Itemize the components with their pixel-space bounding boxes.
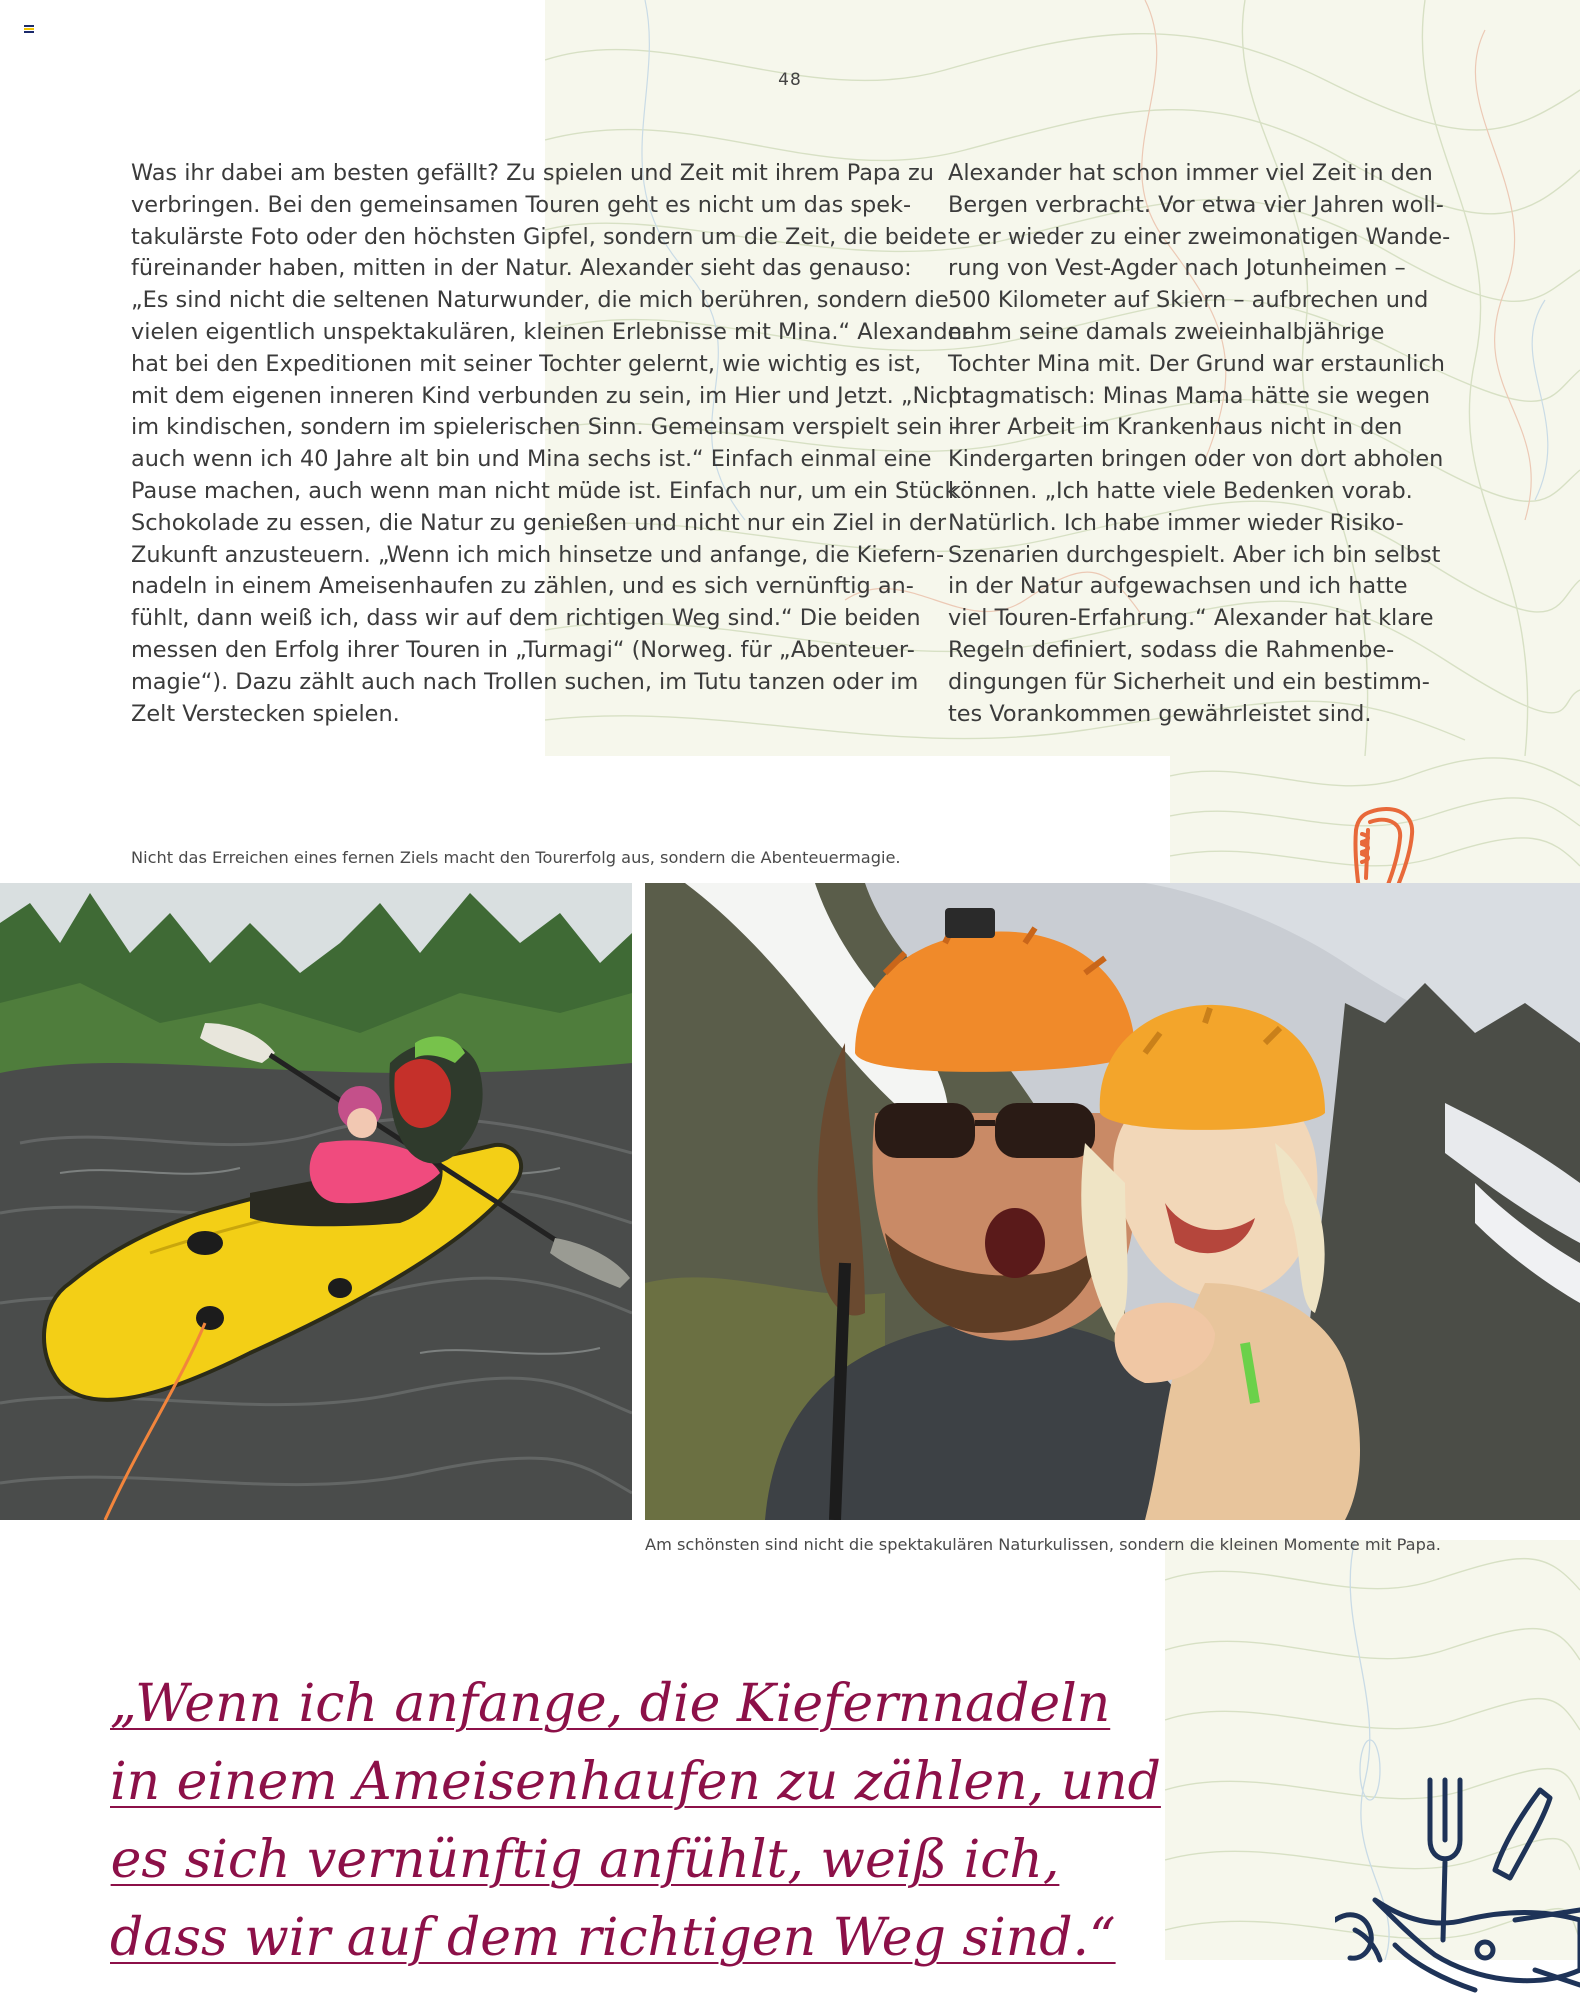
text-line: vielen eigentlich unspektakulären, kleinen Erlebnisse mit Mina.“ Alexander [131, 318, 971, 345]
text-line: Schokolade zu essen, die Natur zu genießen und nicht nur ein Ziel in der [131, 509, 947, 536]
text-line: nahm seine damals zweieinhalbjährige [948, 318, 1385, 345]
text-line: Tochter Mina mit. Der Grund war erstaunlich [948, 350, 1445, 377]
text-line: magie“). Dazu zählt auch nach Trollen suchen, im Tutu tanzen oder im [131, 668, 919, 695]
text-line: nadeln in einem Ameisenhaufen zu zählen, und es sich vernünftig an- [131, 573, 914, 600]
text-line: „Es sind nicht die seltenen Naturwunder, die mich berühren, sondern die [131, 287, 949, 314]
text-line: fühlt, dann weiß ich, dass wir auf dem richtigen Weg sind.“ Die beiden [131, 605, 921, 632]
text-line: auch wenn ich 40 Jahre alt bin und Mina sechs ist.“ Einfach einmal eine [131, 446, 932, 473]
pull-quote [110, 1665, 1161, 1977]
text-line: viel Touren-Erfahrung.“ Alexander hat klare [948, 605, 1434, 632]
text-line: ihrer Arbeit im Krankenhaus nicht in den [948, 414, 1403, 441]
paragraph [948, 158, 1451, 730]
text-line: Natürlich. Ich habe immer wieder Risiko- [948, 509, 1404, 536]
quote-line [110, 1743, 1161, 1821]
text-line: können. „Ich hatte viele Bedenken vorab. [948, 477, 1413, 504]
text-line: tes Vorankommen gewährleistet sind. [948, 700, 1372, 727]
quote-line [110, 1899, 1116, 1977]
text-line: Was ihr dabei am besten gefällt? Zu spielen und Zeit mit ihrem Papa zu [131, 160, 934, 186]
text-line: hat bei den Expeditionen mit seiner Tochter gelernt, wie wichtig es ist, [131, 350, 922, 377]
text-line: Bergen verbracht. Vor etwa vier Jahren woll- [948, 191, 1444, 218]
text-line: Pause machen, auch wenn man nicht müde ist. Einfach nur, um ein Stück [131, 477, 958, 504]
pocket-knife-icon [1335, 1770, 1580, 2000]
text-line: te er wieder zu einer zweimonatigen Wande- [948, 223, 1451, 250]
quote-line-text: es sich vernünftig anfühlt, weiß ich, [110, 1830, 1060, 1890]
paragraph [131, 158, 971, 730]
text-line: mit dem eigenen inneren Kind verbunden zu sein, im Hier und Jetzt. „Nicht [131, 382, 971, 409]
text-line: messen den Erfolg ihrer Touren in „Turmagi“ (Norweg. für „Abenteuer- [131, 636, 915, 663]
quote-line [110, 1665, 1111, 1743]
photo-caption: Am schönsten sind nicht die spektakulären Naturkulissen, sondern die kleinen Momente mit Papa. [645, 1535, 1441, 1554]
body-text-right-column [948, 158, 1451, 730]
text-line: dingungen für Sicherheit und ein bestimm- [948, 668, 1430, 695]
quote-line [110, 1821, 1060, 1899]
text-line: Szenarien durchgespielt. Aber ich bin selbst [948, 541, 1441, 568]
photo-caption: Nicht das Erreichen eines fernen Ziels macht den Tourerfolg aus, sondern die Abenteuermagie. [131, 848, 901, 867]
text-line: Alexander hat schon immer viel Zeit in den [948, 160, 1433, 186]
body-text-left-column [131, 158, 971, 730]
text-line: füreinander haben, mitten in der Natur. Alexander sieht das genauso: [131, 255, 912, 282]
text-line: Regeln definiert, sodass die Rahmenbe- [948, 636, 1395, 663]
photo-packraft-river [0, 883, 632, 1520]
text-line: in der Natur aufgewachsen und ich hatte [948, 573, 1408, 600]
text-line: Zelt Verstecken spielen. [131, 700, 400, 727]
text-line: Zukunft anzusteuern. „Wenn ich mich hinsetze und anfange, die Kiefern- [131, 541, 945, 568]
photo-selfie-helmets [645, 883, 1580, 1520]
quote-line-text: „Wenn ich anfange, die Kiefernnadeln [110, 1674, 1111, 1734]
text-line: takulärste Foto oder den höchsten Gipfel, sondern um die Zeit, die beide [131, 223, 947, 250]
flag-icon [24, 25, 34, 33]
text-line: verbringen. Bei den gemeinsamen Touren geht es nicht um das spek- [131, 191, 912, 218]
quote-line-text: in einem Ameisenhaufen zu zählen, und [110, 1752, 1161, 1812]
text-line: 500 Kilometer auf Skiern – aufbrechen und [948, 287, 1429, 314]
page-number: 48 [778, 70, 802, 90]
text-line: pragmatisch: Minas Mama hätte sie wegen [948, 382, 1431, 409]
quote-line-text: dass wir auf dem richtigen Weg sind.“ [110, 1908, 1116, 1968]
text-line: im kindischen, sondern im spielerischen Sinn. Gemeinsam verspielt sein – [131, 414, 961, 441]
text-line: rung von Vest-Agder nach Jotunheimen – [948, 255, 1406, 282]
text-line: Kindergarten bringen oder von dort abholen [948, 446, 1444, 473]
